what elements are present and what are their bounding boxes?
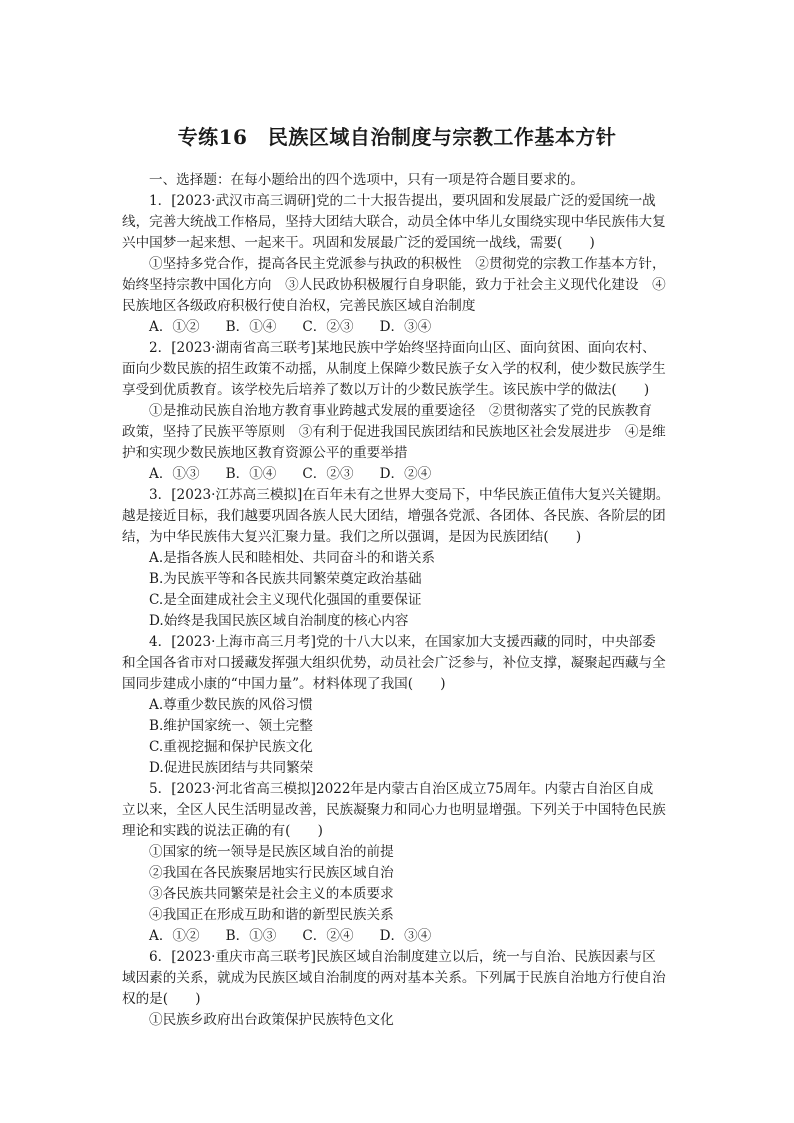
question-5	[122, 779, 666, 947]
choice-d: D.始终是我国民族区域自治制度的核心内容	[149, 613, 409, 629]
option-d: D．②④	[379, 466, 432, 482]
answer-options	[122, 464, 662, 485]
option-a: A．①②	[149, 928, 200, 944]
answer-options	[122, 317, 662, 338]
document-body	[122, 170, 670, 1031]
option-a: A．①②	[149, 319, 200, 335]
question-line: 民族地区各级政府积极行使自治权，完善民族区域自治制度	[122, 298, 476, 314]
choice-b: B.维护国家统一、领土完整	[149, 718, 313, 734]
question-line: 6．[2023·重庆市高三联考]民族区域自治制度建立以后，统一与自治、民族因素与区	[149, 949, 656, 965]
question-line: 2．[2023·湖南省高三联考]某地民族中学始终坚持面向山区、面向贫困、面向农村、	[149, 340, 656, 356]
question-line: 政策，坚持了民族平等原则 ③有利于促进我国民族团结和民族地区社会发展进步 ④是维	[122, 424, 666, 440]
question-2	[122, 338, 666, 485]
option-c: C．②④	[302, 928, 354, 944]
question-6	[122, 947, 666, 1031]
option-c: C．②③	[302, 319, 354, 335]
question-line: 理论和实践的说法正确的有( )	[122, 823, 323, 839]
question-line: 享受到优质教育。该学校先后培养了数以万计的少数民族学生。该民族中学的做法( )	[122, 382, 650, 398]
option-b: B．①④	[225, 466, 277, 482]
option-a: A．①③	[149, 466, 200, 482]
question-line: 国同步建成小康的“中国力量”。材料体现了我国( )	[122, 676, 446, 692]
option-c: C．②③	[302, 466, 354, 482]
option-b: B．①④	[225, 319, 277, 335]
question-line: ①是推动民族自治地方教育事业跨越式发展的重要途径 ②贯彻落实了党的民族教育	[149, 403, 652, 419]
question-line: 域因素的关系，就成为民族区域自治制度的两对基本关系。下列属于民族自治地方行使自治	[122, 970, 666, 986]
statement-1: ①民族乡政府出台政策保护民族特色文化	[149, 1012, 394, 1028]
question-line: 兴中国梦一起来想、一起来干。巩固和发展最广泛的爱国统一战线，需要( )	[122, 235, 595, 251]
statement-1: ①国家的统一领导是民族区域自治的前提	[149, 844, 394, 860]
statement-4: ④我国正在形成互助和谐的新型民族关系	[149, 907, 394, 923]
question-line: 权的是( )	[122, 991, 201, 1007]
question-3	[122, 485, 670, 632]
option-d: D．③④	[379, 928, 432, 944]
choice-a: A.是指各族人民和睦相处、共同奋斗的和谐关系	[149, 550, 436, 566]
question-1	[122, 191, 666, 338]
question-line: 立以来，全区人民生活明显改善，民族凝聚力和同心力也明显增强。下列关于中国特色民族	[122, 802, 666, 818]
question-line: 结，为中华民族伟大复兴汇聚力量。我们之所以强调，是因为民族团结( )	[122, 529, 582, 545]
question-line: ①坚持多党合作，提高各民主党派参与执政的积极性 ②贯彻党的宗教工作基本方针，	[149, 256, 666, 272]
question-line: 面向少数民族的招生政策不动摇，从制度上保障少数民族子女入学的权利，使少数民族学生	[122, 361, 666, 377]
question-line: 越是接近目标，我们越要巩固各族人民大团结，增强各党派、各团体、各民族、各阶层的团	[122, 508, 666, 524]
question-line: 线，完善大统战工作格局，坚持大团结大联合，动员全体中华儿女围绕实现中华民族伟大复	[122, 214, 666, 230]
question-line: 护和实现少数民族地区教育资源公平的重要举措	[122, 445, 408, 461]
option-d: D．③④	[379, 319, 432, 335]
answer-options	[122, 926, 662, 947]
choice-c: C.重视挖掘和保护民族文化	[149, 739, 313, 755]
question-line: 和全国各省市对口援藏发挥强大组织优势，动员社会广泛参与，补位支撑，凝聚起西藏与全	[122, 655, 666, 671]
choice-c: C.是全面建成社会主义现代化强国的重要保证	[149, 592, 422, 608]
option-b: B．①③	[225, 928, 277, 944]
choice-d: D.促进民族团结与共同繁荣	[149, 760, 314, 776]
choice-b: B.为民族平等和各民族共同繁荣奠定政治基础	[149, 571, 422, 587]
question-line: 3．[2023·江苏高三模拟]在百年未有之世界大变局下，中华民族正值伟大复兴关键期。	[149, 487, 670, 503]
question-line: 4．[2023·上海市高三月考]党的十八大以来，在国家加大支援西藏的同时，中央部委	[149, 634, 656, 650]
question-4	[122, 632, 666, 779]
section-heading: 一、选择题：在每小题给出的四个选项中，只有一项是符合题目要求的。	[149, 172, 584, 188]
page-title: 专练16 民族区域自治制度与宗教工作基本方针	[177, 125, 617, 149]
choice-a: A.尊重少数民族的风俗习惯	[149, 697, 313, 713]
question-line: 1．[2023·武汉市高三调研]党的二十大报告提出，要巩固和发展最广泛的爱国统一战	[149, 193, 656, 209]
question-line: 始终坚持宗教中国化方向 ③人民政协积极履行自身职能，致力于社会主义现代化建设 ④	[122, 277, 666, 293]
question-line: 5．[2023·河北省高三模拟]2022年是内蒙古自治区成立75周年。内蒙古自治区自成	[149, 781, 654, 797]
statement-3: ③各民族共同繁荣是社会主义的本质要求	[149, 886, 394, 902]
statement-2: ②我国在各民族聚居地实行民族区域自治	[149, 865, 394, 881]
